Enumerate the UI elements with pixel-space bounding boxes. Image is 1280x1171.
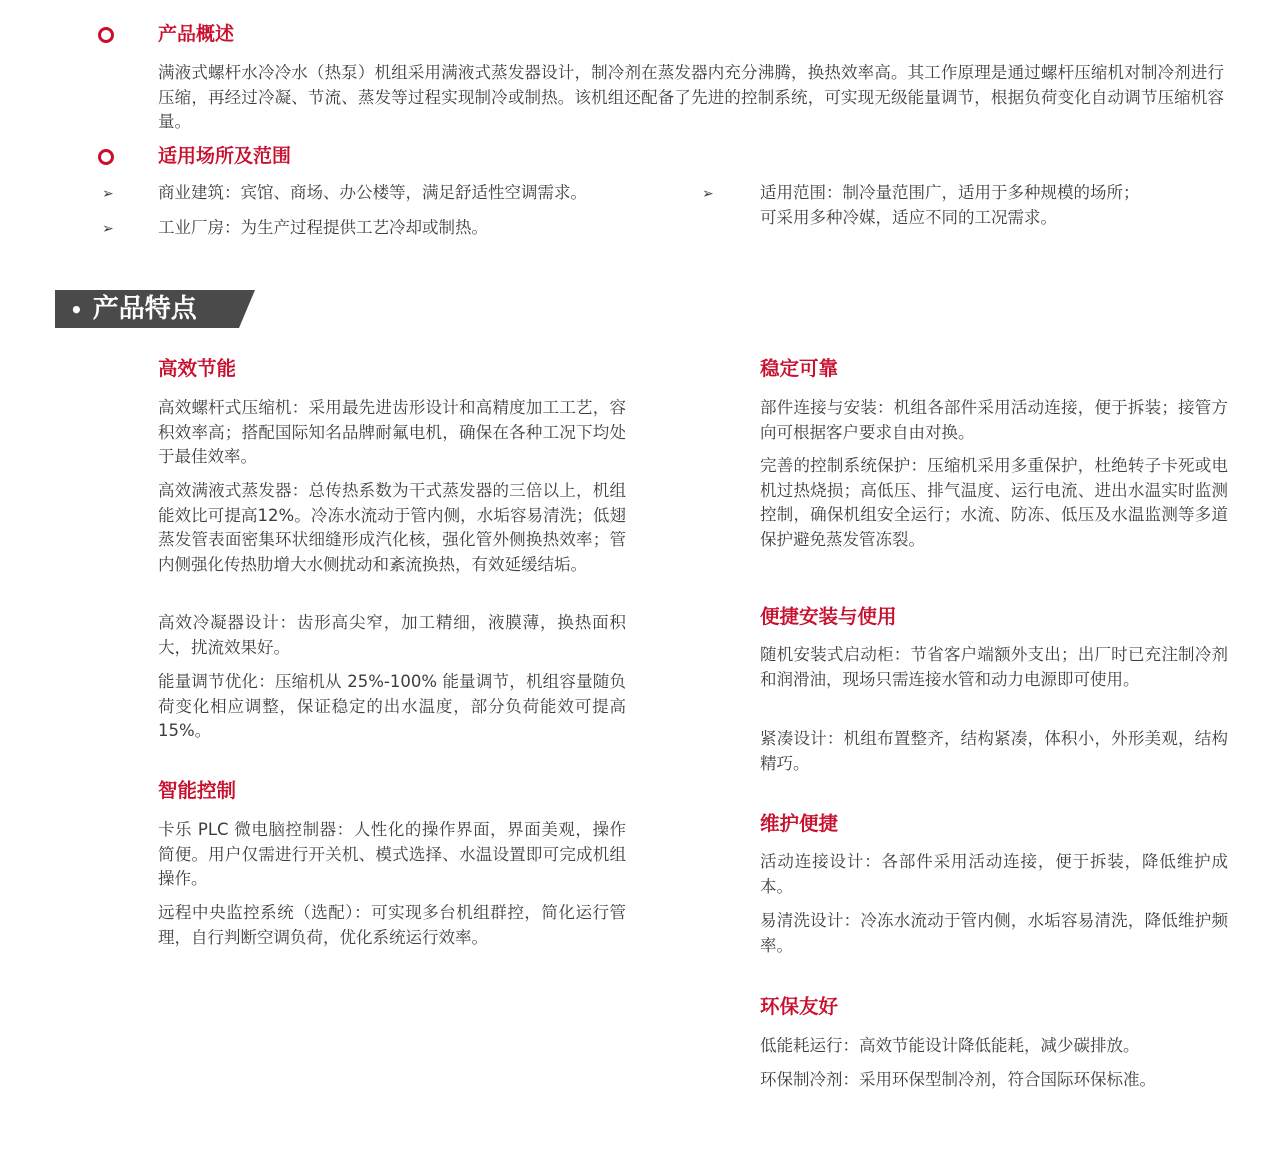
feature-title-eco: 环保友好 bbox=[760, 995, 839, 1018]
banner-dot-icon: • bbox=[70, 298, 83, 322]
feature-para: 易清洗设计：冷冻水流动于管内侧，水垢容易清洗，降低维护频率。 bbox=[760, 911, 1228, 955]
feature-para: 能量调节优化：压缩机从 25%-100% 能量调节，机组容量随负荷变化相应调整，保证稳定的出水温度，部分负荷能效可提高 15%。 bbox=[158, 672, 626, 740]
feature-para: 随机安装式启动柜：节省客户端额外支出；出厂时已充注制冷剂和润滑油，现场只需连接水管和动力电源即可使用。 bbox=[760, 645, 1228, 689]
feature-para: 远程中央监控系统（选配）：可实现多台机组群控，简化运行管理，自行判断空调负荷，优化系统运行效率。 bbox=[158, 903, 626, 947]
overview-title: 产品概述 bbox=[158, 23, 235, 45]
feature-para: 低能耗运行：高效节能设计降低能耗，减少碳排放。 bbox=[760, 1036, 1140, 1055]
feature-para: 高效冷凝器设计：齿形高尖窄，加工精细，液膜薄，换热面积大，扰流效果好。 bbox=[158, 613, 626, 657]
feature-para: 完善的控制系统保护：压缩机采用多重保护，杜绝转子卡死或电机过热烧损；高低压、排气温度、运行电流、进出水温实时监测控制，确保机组安全运行；水流、防冻、低压及水温监测等多道保护避免蒸发管冻裂。 bbox=[760, 456, 1228, 549]
features-banner-title bbox=[70, 290, 197, 328]
features-title: 产品特点 bbox=[92, 294, 197, 324]
overview-ring-icon bbox=[98, 27, 114, 43]
feature-title-efficiency: 高效节能 bbox=[158, 357, 237, 380]
scope-ring-icon bbox=[98, 149, 114, 165]
feature-para: 高效满液式蒸发器：总传热系数为干式蒸发器的三倍以上，机组能效比可提高12%。冷冻水流动于管内侧，水垢容易清洗；低翅蒸发管表面密集环状细缝形成汽化核，强化管外侧换热效率；管内侧强化传热肋增大水侧扰动和紊流换热，有效延缓结垢。 bbox=[158, 481, 626, 574]
scope-item-commercial: 商业建筑：宾馆、商场、办公楼等，满足舒适性空调需求。 bbox=[158, 183, 587, 202]
scope-title: 适用场所及范围 bbox=[158, 145, 292, 167]
feature-title-smart-control: 智能控制 bbox=[158, 779, 237, 802]
feature-title-maintenance: 维护便捷 bbox=[760, 812, 839, 835]
feature-title-installation: 便捷安装与使用 bbox=[760, 605, 897, 628]
feature-para: 紧凑设计：机组布置整齐，结构紧凑，体积小，外形美观，结构精巧。 bbox=[760, 729, 1228, 773]
feature-para: 环保制冷剂：采用环保型制冷剂，符合国际环保标准。 bbox=[760, 1070, 1156, 1089]
feature-title-reliability: 稳定可靠 bbox=[760, 357, 839, 380]
overview-text: 满液式螺杆水冷冷水（热泵）机组采用满液式蒸发器设计，制冷剂在蒸发器内充分沸腾，换热效率高。其工作原理是通过螺杆压缩机对制冷剂进行压缩，再经过冷凝、节流、蒸发等过程实现制冷或制热。该机组还配备了先进的控制系统，可实现无级能量调节，根据负荷变化自动调节压缩机容量。 bbox=[158, 63, 1224, 131]
feature-para: 高效螺杆式压缩机：采用最先进齿形设计和高精度加工工艺，容积效率高；搭配国际知名品牌耐氟电机，确保在各种工况下均处于最佳效率。 bbox=[158, 398, 626, 466]
feature-para: 活动连接设计：各部件采用活动连接，便于拆装，降低维护成本。 bbox=[760, 852, 1228, 896]
scope-item-industrial: 工业厂房：为生产过程提供工艺冷却或制热。 bbox=[158, 218, 488, 237]
scope-item-range-line2: 可采用多种冷媒，适应不同的工况需求。 bbox=[760, 208, 1057, 227]
bullet-arrow-icon: ➢ bbox=[102, 221, 114, 237]
bullet-arrow-icon: ➢ bbox=[702, 186, 714, 202]
feature-para: 部件连接与安装：机组各部件采用活动连接，便于拆装；接管方向可根据客户要求自由对换。 bbox=[760, 398, 1228, 442]
bullet-arrow-icon: ➢ bbox=[102, 186, 114, 202]
scope-item-range-line1: 适用范围：制冷量范围广，适用于多种规模的场所； bbox=[760, 183, 1140, 202]
feature-para: 卡乐 PLC 微电脑控制器：人性化的操作界面，界面美观，操作简便。用户仅需进行开关机、模式选择、水温设置即可完成机组操作。 bbox=[158, 820, 626, 888]
